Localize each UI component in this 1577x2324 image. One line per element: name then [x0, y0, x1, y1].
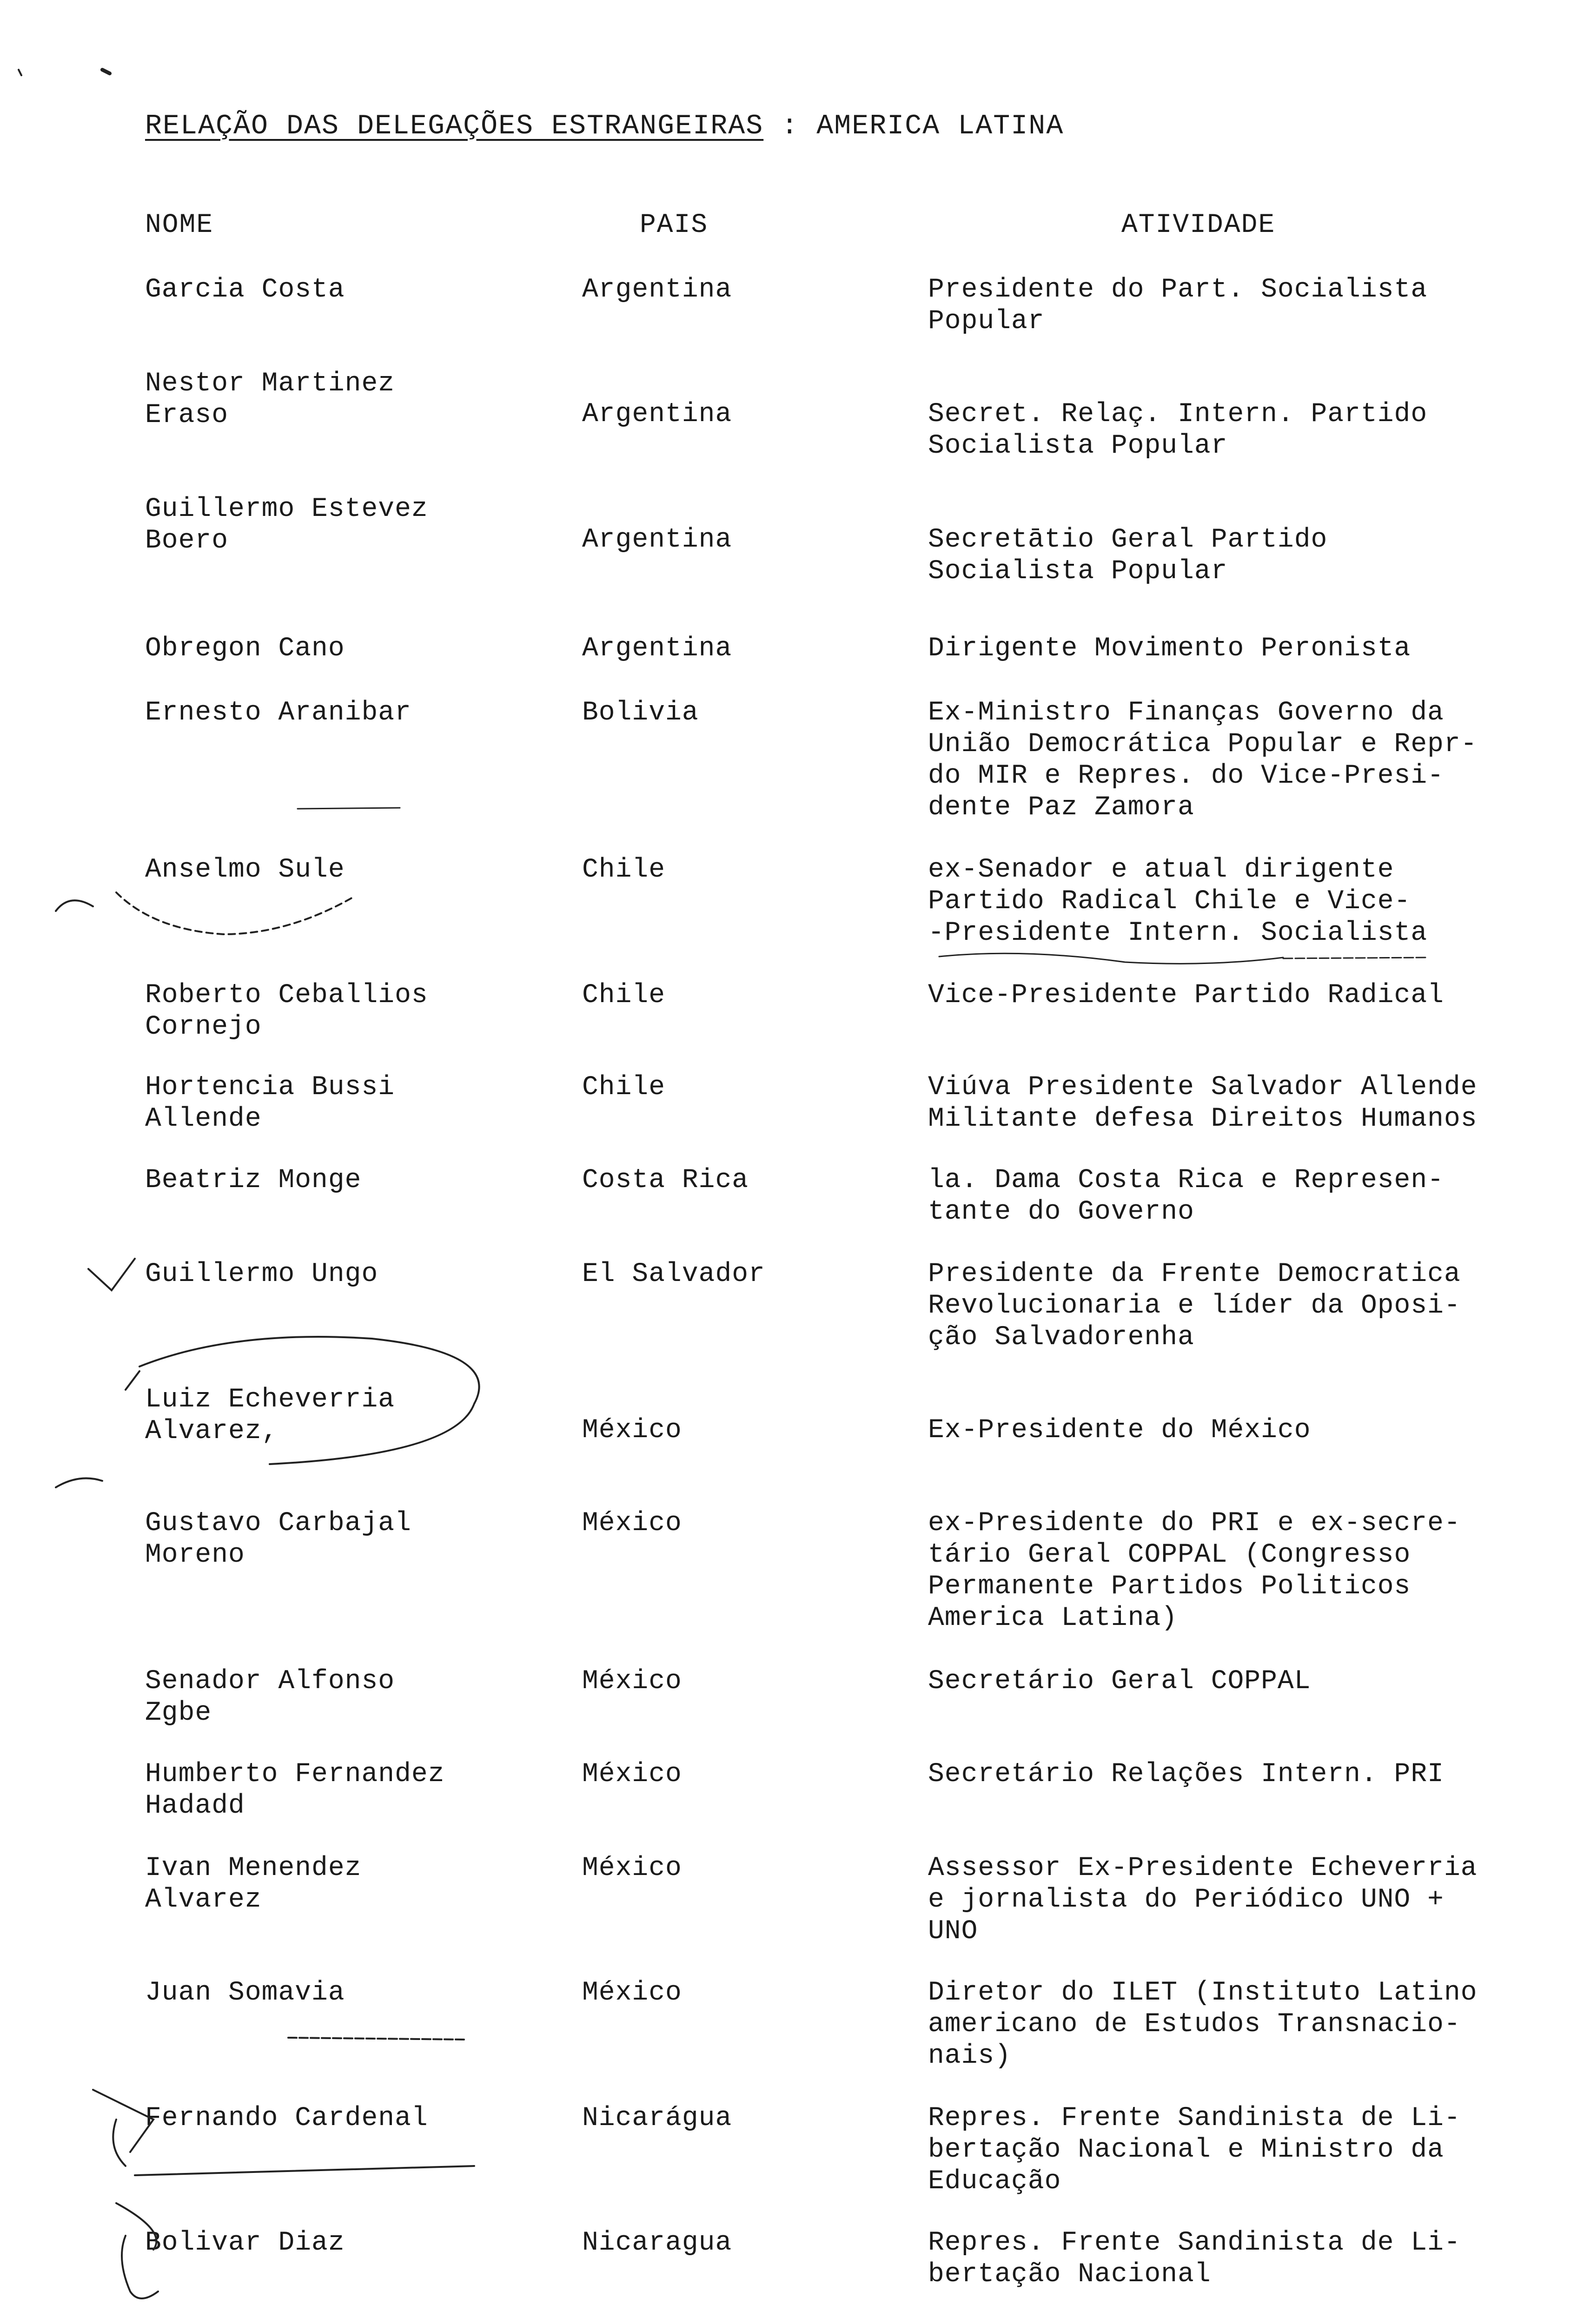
- pen-stroke: [56, 1478, 102, 1487]
- row-activity: ex-Senador e atual dirigente Partido Radical Chile e Vice- -Presidente Intern. Socialista: [928, 855, 1428, 948]
- row-name: Gustavo Carbajal Moreno: [145, 1508, 411, 1570]
- row-activity: Presidente da Frente Democratica Revolucionaria e líder da Oposi- ção Salvadorenha: [928, 1259, 1461, 1353]
- row-name: Ernesto Aranibar: [145, 698, 411, 728]
- row-country: Argentina: [582, 634, 732, 664]
- row-activity: ex-Presidente do PRI e ex-secre- tário Geral COPPAL (Congresso Permanente Partidos Politicos America Latina): [928, 1508, 1461, 1633]
- row-activity: Diretor do ILET (Instituto Latino americano de Estudos Transnacio- nais): [928, 1978, 1478, 2071]
- row-country: Argentina: [582, 275, 732, 305]
- row-name: Roberto Ceballios Cornejo: [145, 980, 428, 1042]
- row-country: México: [582, 1978, 682, 2008]
- row-name: Humberto Fernandez Hadadd: [145, 1759, 445, 1821]
- row-country: Costa Rica: [582, 1165, 749, 1195]
- row-activity: Presidente do Part. Socialista Popular: [928, 275, 1428, 337]
- pen-stroke: [135, 2166, 474, 2175]
- row-country: Nicarágua: [582, 2103, 732, 2133]
- row-country: Argentina: [582, 399, 732, 429]
- pen-stroke: [126, 1371, 139, 1390]
- row-activity: Ex-Ministro Finanças Governo da União Democrática Popular e Repr- do MIR e Repres. do Vice-Presi- dente Paz Zamora: [928, 698, 1478, 823]
- row-country: México: [582, 1508, 682, 1538]
- pen-stroke: [939, 953, 1283, 964]
- row-name: Ivan Menendez Alvarez: [145, 1853, 362, 1915]
- pen-stroke: [298, 808, 400, 809]
- row-name: Nestor Martinez Eraso: [145, 369, 395, 430]
- row-name: Beatriz Monge: [145, 1165, 362, 1195]
- pen-stroke: [56, 900, 93, 911]
- check-mark: [88, 1259, 135, 1290]
- row-name: Guillermo Ungo: [145, 1259, 378, 1289]
- row-name: Garcia Costa: [145, 275, 345, 305]
- header-name: NOME: [145, 210, 214, 240]
- row-activity: Assessor Ex-Presidente Echeverria e jornalista do Periódico UNO + UNO: [928, 1853, 1478, 1947]
- row-country: Chile: [582, 855, 666, 885]
- row-activity: la. Dama Costa Rica e Represen- tante do Governo: [928, 1165, 1444, 1227]
- row-activity: Repres. Frente Sandinista de Li- bertação Nacional: [928, 2228, 1461, 2290]
- row-name: Obregon Cano: [145, 634, 345, 664]
- header-activity: ATIVIDADE: [1121, 210, 1276, 240]
- row-country: Nicaragua: [582, 2228, 732, 2258]
- pen-stroke: [288, 2038, 465, 2040]
- row-country: Argentina: [582, 525, 732, 555]
- row-name: Juan Somavia: [145, 1978, 345, 2008]
- row-name: Hortencia Bussi Allende: [145, 1072, 395, 1134]
- row-country: Chile: [582, 980, 666, 1010]
- row-activity: Vice-Presidente Partido Radical: [928, 980, 1444, 1010]
- row-activity: Dirigente Movimento Peronista: [928, 634, 1411, 664]
- row-name: Bolivar Diaz: [145, 2228, 345, 2258]
- row-activity: Secretário Relações Intern. PRI: [928, 1759, 1444, 1789]
- title-suffix: : AMERICA LATINA: [763, 111, 1064, 142]
- row-country: México: [582, 1759, 682, 1789]
- pen-stroke: [1283, 957, 1427, 958]
- row-country: México: [582, 1666, 682, 1697]
- row-activity: Secretário Geral COPPAL: [928, 1666, 1311, 1697]
- row-activity: Ex-Presidente do México: [928, 1415, 1311, 1446]
- row-activity: Viúva Presidente Salvador Allende Militante defesa Direitos Humanos: [928, 1072, 1478, 1134]
- header-country: PAIS: [640, 210, 709, 240]
- row-activity: Secretātio Geral Partido Socialista Popular: [928, 525, 1328, 587]
- row-name: Luiz Echeverria Alvarez,: [145, 1385, 395, 1446]
- row-country: Chile: [582, 1072, 666, 1103]
- row-name: Guillermo Estevez Boero: [145, 494, 428, 556]
- row-country: El Salvador: [582, 1259, 765, 1289]
- document-title: [145, 111, 1064, 142]
- check-mark: [93, 2090, 153, 2166]
- row-activity: Secret. Relaç. Intern. Partido Socialista Popular: [928, 399, 1428, 461]
- ink-speck: [102, 70, 110, 73]
- row-name: Senador Alfonso Zgbe: [145, 1666, 395, 1728]
- title-main: RELAÇÃO DAS DELEGAÇÕES ESTRANGEIRAS: [145, 111, 764, 142]
- row-activity: Repres. Frente Sandinista de Li- bertação Nacional e Ministro da Educação: [928, 2103, 1461, 2197]
- row-name: Fernando Cardenal: [145, 2103, 428, 2133]
- row-country: México: [582, 1853, 682, 1883]
- row-name: Anselmo Sule: [145, 855, 345, 885]
- pen-stroke: [116, 892, 353, 934]
- row-country: México: [582, 1415, 682, 1446]
- ink-speck: [19, 70, 21, 75]
- row-country: Bolivia: [582, 698, 699, 728]
